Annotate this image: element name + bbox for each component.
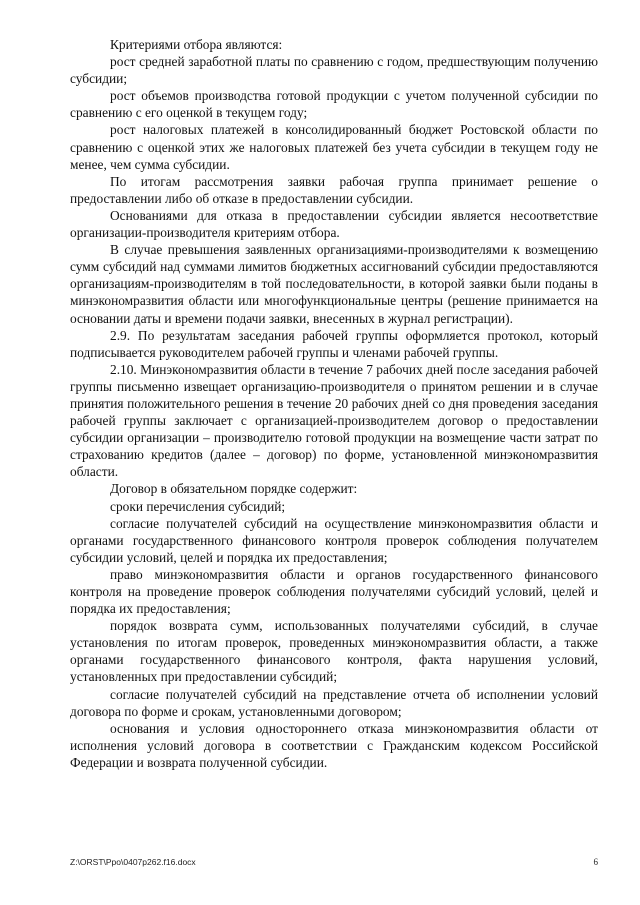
paragraph: право минэкономразвития области и органов государственного финансового контроля на проведение проверок соблюдения получателями субсидий условий, целей и порядка их предоставления; (70, 566, 598, 617)
paragraph: согласие получателей субсидий на представление отчета об исполнении условий договора по форме и срокам, установленными договором; (70, 686, 598, 719)
paragraph: Основаниями для отказа в предоставлении субсидии является несоответствие организации-производителя критериям отбора. (70, 207, 598, 241)
paragraph: рост средней заработной платы по сравнению с годом, предшествующим получению субсидии; (70, 54, 598, 87)
paragraph: 2.10. Минэкономразвития области в течение 7 рабочих дней после заседания рабочей группы письменно извещает организацию-производителя о принятом решении и в случае принятия положительного решения в течение 20 рабочих дней со дня проведения заседания рабочей группы заключает с организацией-производителем договор о предоставлении субсидии организации – производителю готовой продукции на возмещение части затрат по страхованию кредитов (далее – договор) по форме, установленной минэкономразвития области. (70, 361, 598, 480)
paragraph: порядок возврата сумм, использованных получателями субсидий, в случае установления по итогам проверок, проведенных минэкономразвития области, а также органами государственного финансового контроля, факта нарушения условий, установленных при предоставлении субсидий; (70, 618, 598, 685)
paragraph: Критериями отбора являются: (110, 37, 283, 52)
page-number: 6 (593, 857, 598, 867)
document-body (70, 36, 598, 771)
paragraph: По итогам рассмотрения заявки рабочая группа принимает решение о предоставлении либо об отказе в предоставлении субсидии. (70, 173, 598, 206)
paragraph: 2.9. По результатам заседания рабочей группы оформляется протокол, который подписывается руководителем рабочей группы и членами рабочей группы. (70, 327, 598, 360)
paragraph: Договор в обязательном порядке содержит: (110, 481, 358, 497)
file-path: Z:\ORST\Ppo\0407p262.f16.docx (70, 857, 196, 867)
paragraph: рост налоговых платежей в консолидированный бюджет Ростовской области по сравнению с оценкой этих же налоговых платежей без учета субсидии в текущем году не менее, чем сумма субсидии. (70, 122, 598, 172)
paragraph: В случае превышения заявленных организациями-производителями к возмещению сумм субсидий над суммами лимитов бюджетных ассигнований субсидии предоставляются организациям-производителям в той последовательности, в которой заявки были поданы в минэкономразвития области или многофункциональные центры (решение принимается на основании даты и времени подачи заявки, внесенных в журнал регистрации). (70, 242, 598, 326)
paragraph: основания и условия одностороннего отказа минэкономразвития области от исполнения условий договора в соответствии с Гражданским кодексом Российской Федерации и возврата полученной субсидии. (70, 720, 598, 770)
paragraph: согласие получателей субсидий на осуществление минэкономразвития области и органами государственного финансового контроля проверок соблюдения получателем субсидии условий, целей и порядка их предоставления; (70, 515, 598, 565)
paragraph: сроки перечисления субсидий; (110, 498, 286, 514)
paragraph: рост объемов производства готовой продукции с учетом полученной субсидии по сравнению с его оценкой в текущем году; (70, 88, 598, 121)
